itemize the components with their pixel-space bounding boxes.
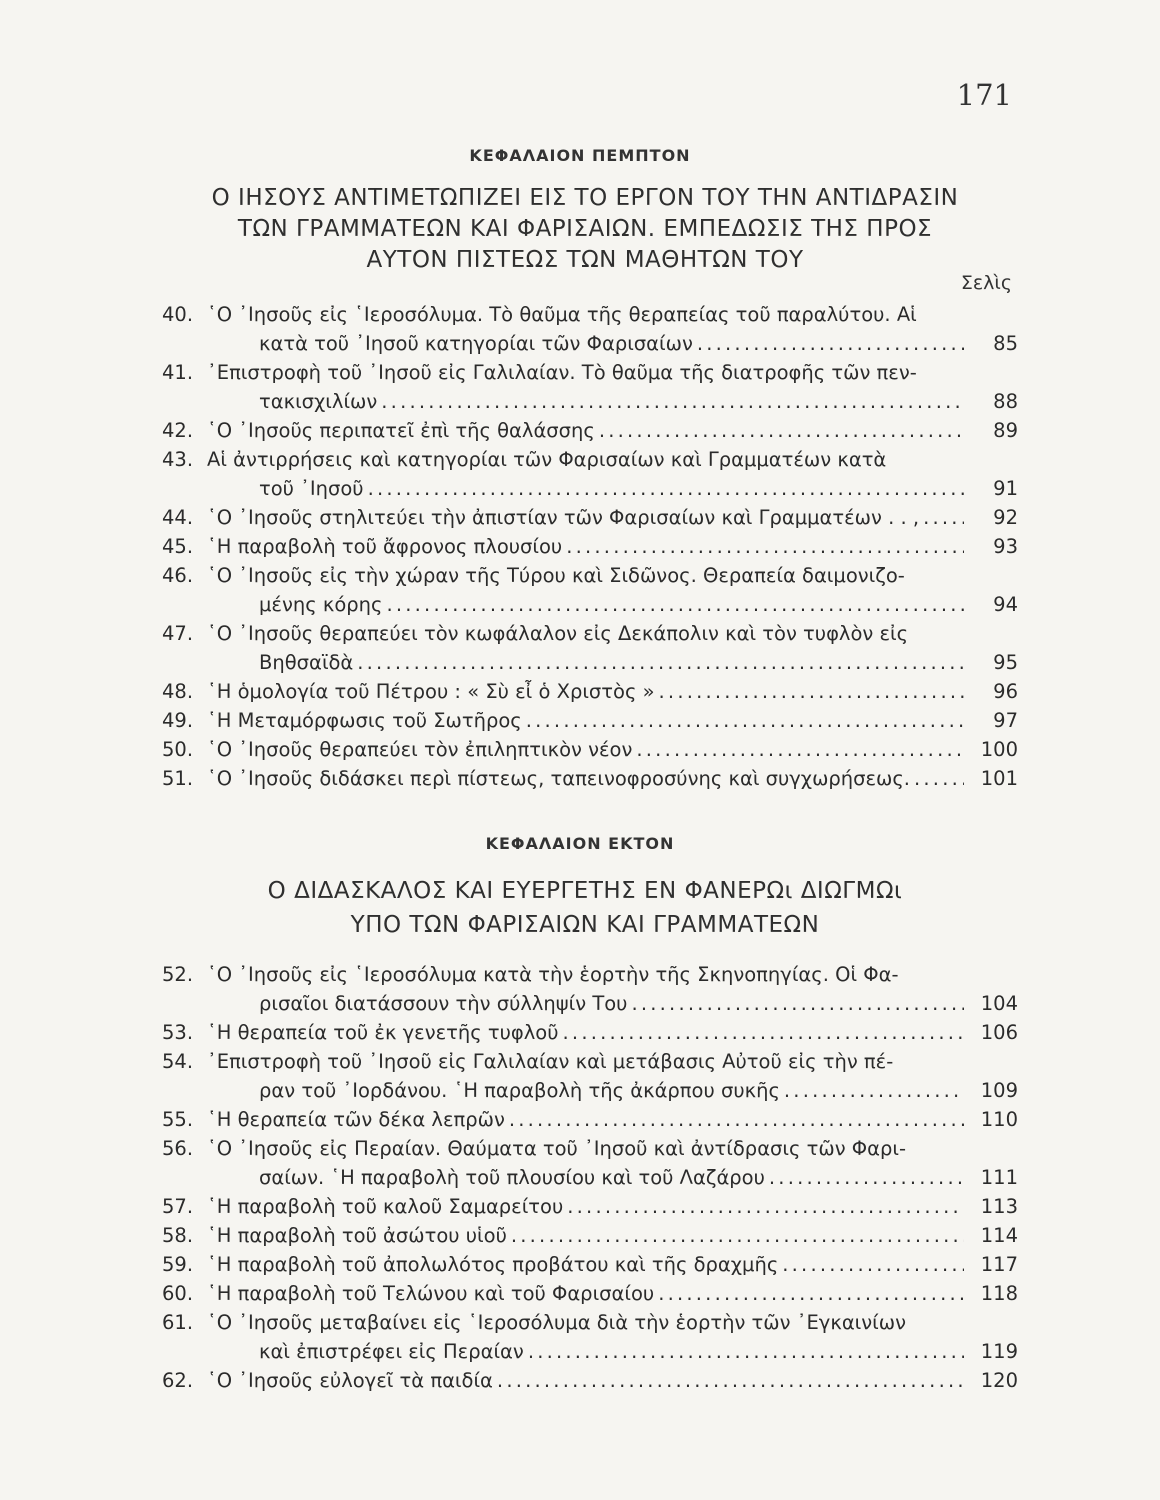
toc-entry-body — [207, 1018, 1018, 1047]
toc-entry-text: ῾Η Μεταμόρφωσις τοῦ Σωτῆρος — [207, 709, 522, 732]
toc-entry-page: 111 — [980, 1166, 1018, 1189]
toc-entry-body — [207, 561, 1018, 619]
page-column-label: Σελὶς — [960, 272, 1012, 294]
dot-leader — [559, 1018, 964, 1047]
toc-entry-page: 110 — [980, 1108, 1018, 1131]
chapter-5-title — [190, 183, 980, 276]
toc-entry-text: ῾Η παραβολὴ τοῦ ἄφρονος πλουσίου — [207, 535, 563, 558]
dot-leader — [382, 590, 964, 619]
toc-entry-number: 62. — [162, 1369, 194, 1392]
toc-entry-body — [207, 1366, 1018, 1395]
toc-entry-body — [207, 1308, 1018, 1366]
toc-entry-number: 52. — [162, 963, 194, 986]
toc-entry-line — [207, 1337, 1018, 1366]
dot-leader — [377, 387, 964, 416]
toc-entry-line — [207, 706, 1018, 735]
dot-leader — [364, 474, 964, 503]
toc-entry — [162, 503, 1018, 532]
toc-entry-page: 109 — [980, 1079, 1018, 1102]
toc-entry-page: 97 — [993, 709, 1018, 732]
toc-entry-line — [207, 561, 1018, 590]
toc-entry-body — [207, 735, 1018, 764]
toc-entry-line — [207, 960, 1018, 989]
dot-leader — [627, 989, 964, 1018]
toc-entry-page: 106 — [980, 1021, 1018, 1044]
toc-entry-text: ῾Η θεραπεία τῶν δέκα λεπρῶν — [207, 1108, 505, 1131]
toc-entry-text: Αἱ ἀντιρρήσεις καὶ κατηγορίαι τῶν Φαρισαίων καὶ Γραμματέων κατὰ — [207, 448, 887, 471]
toc-entry — [162, 1308, 1018, 1366]
toc-entry-page: 94 — [993, 593, 1018, 616]
toc-entry-page: 92 — [993, 506, 1018, 529]
dot-leader — [778, 1250, 964, 1279]
toc-entry — [162, 1018, 1018, 1047]
toc-entry-line — [207, 619, 1018, 648]
toc-entry — [162, 532, 1018, 561]
toc-entry-text: σαίων. ῾Η παραβολὴ τοῦ πλουσίου καὶ τοῦ Λαζάρου — [259, 1166, 765, 1189]
toc-entry-number: 44. — [162, 506, 194, 529]
toc-entry-line — [207, 735, 1018, 764]
dot-leader — [780, 1076, 964, 1105]
toc-entry-body — [207, 1105, 1018, 1134]
toc-entry-body — [207, 619, 1018, 677]
toc-entry-number: 58. — [162, 1224, 194, 1247]
dot-leader — [693, 329, 964, 358]
toc-entry-page: 114 — [980, 1224, 1018, 1247]
dot-leader — [507, 1221, 964, 1250]
toc-entry-text: ῾Η ὁμολογία τοῦ Πέτρου : « Σὺ εἶ ὁ Χριστὸς » — [207, 680, 655, 703]
toc-entry-page: 93 — [993, 535, 1018, 558]
toc-entry-line — [207, 445, 1018, 474]
chapter-6-title-line: Ο ΔΙΔΑΣΚΑΛΟΣ ΚΑΙ ΕΥΕΡΓΕΤΗΣ ΕΝ ΦΑΝΕΡΩι ΔΙΩΓΜΩι — [267, 878, 903, 904]
toc-entry-body — [207, 960, 1018, 1018]
toc-entry-number: 50. — [162, 738, 194, 761]
toc-entry-line — [207, 764, 1018, 793]
toc-entry-text: ῾Ο ᾿Ιησοῦς εἰς Περαίαν. Θαύματα τοῦ ᾿Ιησοῦ καὶ ἀντίδρασις τῶν Φαρι- — [207, 1137, 907, 1160]
toc-entry-text: ῾Ο ᾿Ιησοῦς θεραπεύει τὸν ἐπιληπτικὸν νέον — [207, 738, 633, 761]
toc-entry-line — [207, 474, 1018, 503]
toc-entry-body — [207, 445, 1018, 503]
toc-entry-page: 101 — [980, 767, 1018, 790]
toc-entry-page: 88 — [993, 390, 1018, 413]
toc-entry-line — [207, 358, 1018, 387]
dot-leader — [522, 706, 964, 735]
toc-entry-line — [207, 1308, 1018, 1337]
toc-entry-line — [207, 532, 1018, 561]
toc-entry-page: 104 — [980, 992, 1018, 1015]
toc-entry — [162, 677, 1018, 706]
toc-entry-text: ῾Η θεραπεία τοῦ ἐκ γενετῆς τυφλοῦ — [207, 1021, 559, 1044]
toc-entry — [162, 1366, 1018, 1395]
toc-entry-number: 45. — [162, 535, 194, 558]
page-number: 171 — [956, 78, 1012, 112]
toc-entry-line — [207, 1047, 1018, 1076]
toc-entry-text: ῾Ο ᾿Ιησοῦς στηλιτεύει τὴν ἀπιστίαν τῶν Φαρισαίων καὶ Γραμματέων . . , — [207, 506, 920, 529]
toc-entry-text: ῾Ο ᾿Ιησοῦς θεραπεύει τὸν κωφάλαλον εἰς Δεκάπολιν καὶ τὸν τυφλὸν εἰς — [207, 622, 909, 645]
toc-entry-line — [207, 1076, 1018, 1105]
toc-entry-body — [207, 1221, 1018, 1250]
toc-entry-number: 60. — [162, 1282, 194, 1305]
toc-entry-line — [207, 677, 1018, 706]
toc-entry-line — [207, 329, 1018, 358]
chapter-6-title-line: ΥΠΟ ΤΩΝ ΦΑΡΙΣΑΙΩΝ ΚΑΙ ΓΡΑΜΜΑΤΕΩΝ — [350, 912, 820, 938]
toc-entry — [162, 764, 1018, 793]
toc-entry-body — [207, 358, 1018, 416]
toc-entry-text: ῾Ο ᾿Ιησοῦς εἰς ῾Ιεροσόλυμα. Τὸ θαῦμα τῆς θεραπείας τοῦ παραλύτου. Αἱ — [207, 303, 917, 326]
toc-entry-line — [207, 590, 1018, 619]
toc-entry-line — [207, 1250, 1018, 1279]
toc-entry-number: 42. — [162, 419, 194, 442]
toc-entry — [162, 706, 1018, 735]
toc-entry-line — [207, 1192, 1018, 1221]
toc-entry-line — [207, 648, 1018, 677]
toc-entry — [162, 1279, 1018, 1308]
dot-leader — [654, 1279, 964, 1308]
toc-entry-number: 40. — [162, 303, 194, 326]
toc-entry-text: ῾Ο ᾿Ιησοῦς εἰς τὴν χώραν τῆς Τύρου καὶ Σιδῶνος. Θεραπεία δαιμονιζο- — [207, 564, 905, 587]
toc-entry — [162, 1192, 1018, 1221]
toc-entry-page: 119 — [980, 1340, 1018, 1363]
toc-entry-number: 59. — [162, 1253, 194, 1276]
toc-entry-number: 54. — [162, 1050, 194, 1073]
toc-entry-number: 55. — [162, 1108, 194, 1131]
toc-entry-page: 117 — [980, 1253, 1018, 1276]
toc-entry-line — [207, 989, 1018, 1018]
toc-entry-body — [207, 503, 1018, 532]
toc-entry — [162, 619, 1018, 677]
toc-entry-body — [207, 416, 1018, 445]
toc-entry — [162, 300, 1018, 358]
toc-entry-text: ῾Ο ᾿Ιησοῦς εἰς ῾Ιεροσόλυμα κατὰ τὴν ἑορτὴν τῆς Σκηνοπηγίας. Οἱ Φα- — [207, 963, 899, 986]
toc-entry — [162, 445, 1018, 503]
toc-entry — [162, 561, 1018, 619]
chapter-6-label: ΚΕΦΑΛΑΙΟΝ ΕΚΤΟΝ — [485, 834, 675, 853]
toc-entry-body — [207, 1134, 1018, 1192]
toc-entry-page: 91 — [993, 477, 1018, 500]
chapter-5-title-line: ΑΥΤΟΝ ΠΙΣΤΕΩΣ ΤΩΝ ΜΑΘΗΤΩΝ ΤΟΥ — [366, 247, 804, 273]
toc-entry-body — [207, 764, 1018, 793]
toc-entry-text: μένης κόρης — [259, 593, 383, 616]
toc-entry — [162, 960, 1018, 1018]
toc-entry-number: 51. — [162, 767, 194, 790]
toc-entry-text: ραν τοῦ ᾿Ιορδάνου. ῾Η παραβολὴ τῆς ἀκάρπου συκῆς — [259, 1079, 780, 1102]
toc-entry-page: 120 — [980, 1369, 1018, 1392]
toc-entry-text: τοῦ ᾿Ιησοῦ — [259, 477, 364, 500]
toc-entry-text: ῾Η παραβολὴ τοῦ Τελώνου καὶ τοῦ Φαρισαίου — [207, 1282, 655, 1305]
toc-entry-number: 49. — [162, 709, 194, 732]
toc-entry-number: 57. — [162, 1195, 194, 1218]
toc-entry-line — [207, 300, 1018, 329]
toc-entry-page: 118 — [980, 1282, 1018, 1305]
dot-leader — [910, 764, 964, 793]
dot-leader — [505, 1105, 964, 1134]
toc-entry — [162, 1250, 1018, 1279]
toc-entry — [162, 735, 1018, 764]
toc-entry-text: ῾Ο ᾿Ιησοῦς μεταβαίνει εἰς ῾Ιεροσόλυμα διὰ τὴν ἑορτὴν τῶν ᾿Εγκαινίων — [207, 1311, 906, 1334]
dot-leader — [919, 503, 964, 532]
toc-entry-line — [207, 1018, 1018, 1047]
toc-entry-body — [207, 532, 1018, 561]
toc-entry-number: 48. — [162, 680, 194, 703]
chapter-6-contents — [162, 960, 1018, 1395]
dot-leader — [562, 532, 964, 561]
toc-entry-number: 61. — [162, 1311, 194, 1334]
toc-entry-text: Βηθσαϊδὰ — [259, 651, 354, 674]
toc-entry-page: 89 — [993, 419, 1018, 442]
toc-entry-text: τακισχιλίων — [259, 390, 378, 413]
dot-leader — [765, 1163, 964, 1192]
dot-leader — [563, 1192, 964, 1221]
toc-entry-line — [207, 503, 1018, 532]
dot-leader — [524, 1337, 964, 1366]
toc-entry-text: ᾿Επιστροφὴ τοῦ ᾿Ιησοῦ εἰς Γαλιλαίαν καὶ μετάβασις Αὐτοῦ εἰς τὴν πέ- — [207, 1050, 894, 1073]
toc-entry-text: ῾Η παραβολὴ τοῦ ἀπολωλότος προβάτου καὶ τῆς δραχμῆς — [207, 1253, 779, 1276]
toc-entry-page: 113 — [980, 1195, 1018, 1218]
toc-entry-body — [207, 1047, 1018, 1105]
toc-entry-text: ῾Η παραβολὴ τοῦ καλοῦ Σαμαρείτου — [207, 1195, 564, 1218]
chapter-5-label: ΚΕΦΑΛΑΙΟΝ ΠΕΜΠΤΟΝ — [469, 146, 691, 165]
toc-entry — [162, 1105, 1018, 1134]
toc-entry-number: 56. — [162, 1137, 194, 1160]
chapter-6-title — [190, 874, 980, 942]
toc-entry-number: 53. — [162, 1021, 194, 1044]
toc-entry-text: ῾Ο ᾿Ιησοῦς διδάσκει περὶ πίστεως, ταπεινοφροσύνης καὶ συγχωρήσεως. — [207, 767, 911, 790]
toc-entry-line — [207, 1366, 1018, 1395]
toc-entry-page: 100 — [980, 738, 1018, 761]
dot-leader — [632, 735, 964, 764]
toc-entry-number: 41. — [162, 361, 194, 384]
toc-entry-line — [207, 1134, 1018, 1163]
toc-entry-text: ῾Ο ᾿Ιησοῦς εὐλογεῖ τὰ παιδία — [207, 1369, 493, 1392]
toc-entry-body — [207, 1250, 1018, 1279]
toc-entry-number: 47. — [162, 622, 194, 645]
toc-entry-line — [207, 387, 1018, 416]
toc-entry-number: 46. — [162, 564, 194, 587]
chapter-5-contents — [162, 300, 1018, 793]
dot-leader — [353, 648, 964, 677]
toc-entry-line — [207, 1163, 1018, 1192]
toc-entry-line — [207, 416, 1018, 445]
toc-entry-text: ῾Ο ᾿Ιησοῦς περιπατεῖ ἐπὶ τῆς θαλάσσης — [207, 419, 595, 442]
toc-entry-line — [207, 1221, 1018, 1250]
chapter-5-title-line: ΤΩΝ ΓΡΑΜΜΑΤΕΩΝ ΚΑΙ ΦΑΡΙΣΑΙΩΝ. ΕΜΠΕΔΩΣΙΣ ΤΗΣ ΠΡΟΣ — [237, 216, 933, 242]
toc-entry-line — [207, 1105, 1018, 1134]
toc-entry-body — [207, 300, 1018, 358]
toc-entry-text: ρισαῖοι διατάσσουν τὴν σύλληψίν Του — [259, 992, 628, 1015]
toc-entry-body — [207, 706, 1018, 735]
toc-entry-text: ῾Η παραβολὴ τοῦ ἀσώτου υἱοῦ — [207, 1224, 507, 1247]
dot-leader — [655, 677, 964, 706]
toc-entry-body — [207, 677, 1018, 706]
toc-entry-body — [207, 1192, 1018, 1221]
toc-entry — [162, 1134, 1018, 1192]
toc-entry — [162, 416, 1018, 445]
toc-entry — [162, 1221, 1018, 1250]
dot-leader — [595, 416, 964, 445]
toc-entry-text: ᾿Επιστροφὴ τοῦ ᾿Ιησοῦ εἰς Γαλιλαίαν. Τὸ θαῦμα τῆς διατροφῆς τῶν πεν- — [207, 361, 917, 384]
toc-entry-number: 43. — [162, 448, 194, 471]
toc-entry-line — [207, 1279, 1018, 1308]
toc-entry-page: 96 — [993, 680, 1018, 703]
toc-entry-page: 95 — [993, 651, 1018, 674]
toc-entry — [162, 358, 1018, 416]
toc-entry-text: καὶ ἐπιστρέφει εἰς Περαίαν — [259, 1340, 524, 1363]
toc-entry-page: 85 — [993, 332, 1018, 355]
chapter-5-title-line: Ο ΙΗΣΟΥΣ ΑΝΤΙΜΕΤΩΠΙΖΕΙ ΕΙΣ ΤΟ ΕΡΓΟΝ ΤΟΥ ΤΗΝ ΑΝΤΙΔΡΑΣΙΝ — [211, 185, 959, 211]
toc-entry — [162, 1047, 1018, 1105]
toc-entry-body — [207, 1279, 1018, 1308]
toc-entry-text: κατὰ τοῦ ᾿Ιησοῦ κατηγορίαι τῶν Φαρισαίων — [259, 332, 693, 355]
dot-leader — [493, 1366, 964, 1395]
